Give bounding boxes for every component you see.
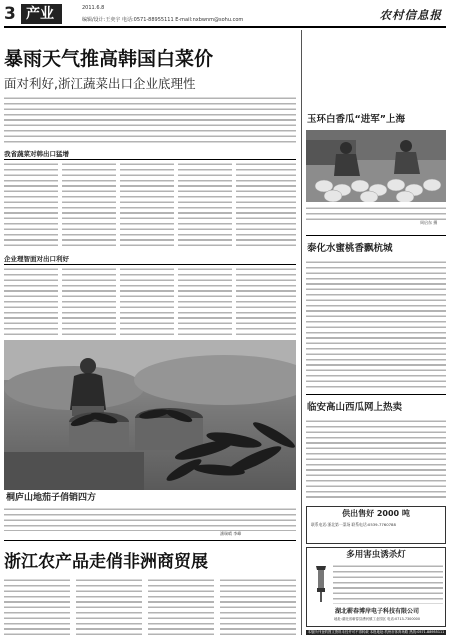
side-rule	[306, 394, 446, 395]
subhead-rule-1	[4, 159, 296, 160]
side-3-text	[306, 419, 446, 501]
classified-ad-2	[306, 547, 446, 627]
ad-2-address: 地址:湖北省蕲春县漕河镇工业园区 电话:0713-7300000	[334, 617, 420, 621]
column-divider	[301, 30, 302, 635]
header-rule	[4, 26, 446, 28]
ad-1-body: 联系电话:浙北第一菜场 联系电话:0539-7760788	[311, 522, 396, 527]
page-footer: 本版所刊登的图文资料未经许可不得转载 本报地址:杭州市体育场路 热线:0571-88955111	[307, 630, 445, 634]
subhead-export-surge: 我省蔬菜对韩出口猛增	[4, 150, 69, 158]
classified-ad-1	[306, 506, 446, 544]
article-column	[62, 162, 116, 250]
bottom-article-column	[220, 578, 296, 636]
bottom-article-column	[76, 578, 142, 636]
article-column	[178, 162, 232, 250]
photo-caption-text	[4, 507, 296, 531]
bottom-article-column	[148, 578, 214, 636]
ad-1-title: 供出售好 2000 吨	[342, 509, 410, 518]
article-column	[120, 162, 174, 250]
editor-contact: 编辑/设计:王奕宇 电话:0571-88955111 E-mail:nxbwnm@sohu.com	[82, 17, 244, 23]
ad-2-text	[333, 564, 443, 604]
side-headline-2: 泰化水蜜桃香飘杭城	[307, 243, 393, 254]
ad-2-company: 湖北蕲春博岸电子科技有限公司	[334, 608, 419, 615]
side-headline-3: 临安高山西瓜网上热卖	[307, 402, 403, 413]
article-column	[120, 267, 174, 337]
article-column	[178, 267, 232, 337]
masthead-logo: 农村信息报	[379, 8, 442, 22]
issue-date: 2011.6.8	[82, 5, 105, 11]
side-1-byline: 周启东 摄	[420, 220, 438, 225]
page-header	[4, 3, 446, 25]
subhead-rule-2	[4, 264, 296, 265]
article-column	[4, 162, 58, 250]
lead-intro-text	[4, 96, 296, 144]
lead-subheadline: 面对利好,浙江蔬菜出口企业底理性	[4, 76, 196, 91]
article-column	[236, 267, 296, 337]
side-2-text	[306, 260, 446, 390]
lead-headline: 暴雨天气推高韩国白菜价	[4, 48, 214, 70]
photo-credit: 潘瑞晴 李峰	[220, 531, 242, 536]
article-column	[62, 267, 116, 337]
side-rule	[306, 235, 446, 236]
insect-lamp-icon	[313, 564, 329, 602]
bottom-article-column	[4, 578, 70, 636]
melon-photo-drawing	[306, 130, 446, 202]
section-rule	[4, 540, 296, 541]
insect-lamp-image	[313, 564, 329, 602]
article-column	[4, 267, 58, 337]
subhead-rational-response: 企业理智面对出口利好	[4, 255, 69, 263]
bottom-headline: 浙江农产品走俏非洲商贸展	[4, 552, 208, 572]
article-column	[236, 162, 296, 250]
ad-2-title: 多用害虫诱杀灯	[346, 550, 406, 560]
side-1-caption-text	[306, 206, 446, 220]
photo-caption-title: 桐庐山地茄子俏销四方	[6, 493, 97, 503]
side-headline-1: 玉环白香瓜“进军”上海	[307, 114, 405, 125]
eggplant-farm-photo	[4, 340, 296, 490]
eggplant-photo-drawing	[4, 340, 296, 490]
section-title: 产业	[21, 4, 62, 24]
page-number: 3	[4, 4, 16, 24]
melon-photo	[306, 130, 446, 202]
